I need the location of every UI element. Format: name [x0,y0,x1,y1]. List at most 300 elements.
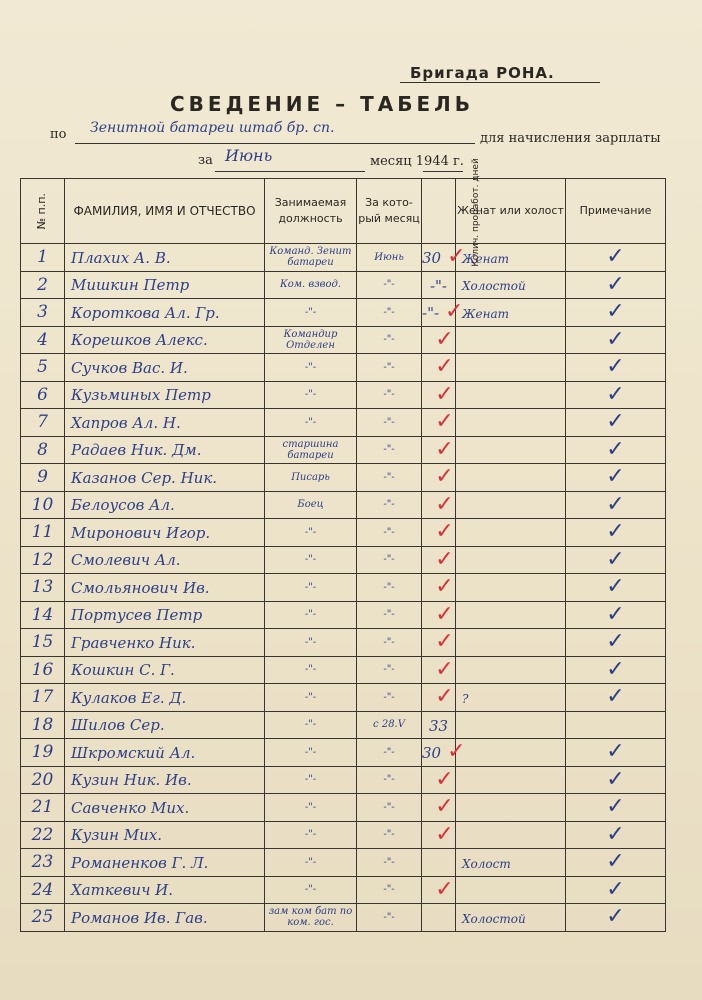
red-check-icon: ✓ [435,766,454,792]
row-marital-text [456,582,462,596]
row-marital-text [456,829,462,843]
row-month [357,519,422,547]
red-check-icon: ✓ [435,656,454,682]
row-marital [456,326,566,354]
row-number-text: 6 [37,384,48,405]
red-check-icon: ✓ [435,821,454,847]
row-note [566,904,666,932]
row-post-text: Писарь [291,471,330,483]
row-number-text: 19 [31,742,54,763]
row-name [65,381,265,409]
row-month-text: -"- [383,636,395,648]
row-note [566,766,666,794]
row-month [357,326,422,354]
row-number-text: 5 [37,357,48,378]
blue-check-icon: ✓ [606,739,625,765]
row-note [566,436,666,464]
row-note [566,876,666,904]
row-name [65,354,265,382]
row-name-text: Шилов Сер. [71,716,165,735]
row-month [357,244,422,272]
col-marital-header: Женат или холост [456,179,566,244]
row-marital [456,739,566,767]
row-post [265,546,357,574]
row-name [65,821,265,849]
row-marital [456,656,566,684]
row-name [65,299,265,327]
row-name-text: Сучков Вас. И. [71,358,188,377]
table-row [21,491,666,519]
row-post-text: Команд. Зенит батареи [269,246,352,269]
row-number [21,711,65,739]
row-month-text: -"- [383,581,395,593]
table-row [21,601,666,629]
red-check-icon: ✓ [447,739,466,765]
red-check-icon: ✓ [435,491,454,517]
row-marital [456,519,566,547]
row-name [65,766,265,794]
row-marital [456,684,566,712]
row-number-text: 17 [31,687,54,708]
row-number-text: 16 [31,659,54,680]
blue-check-icon: ✓ [606,629,625,655]
row-month-text: -"- [383,499,395,511]
row-name-text: Портусев Петр [71,606,203,625]
blue-check-icon: ✓ [606,876,625,902]
row-post-text: -"- [304,389,317,401]
row-note [566,739,666,767]
for-label: за [198,153,213,168]
row-marital [456,354,566,382]
row-month-text: -"- [383,746,395,758]
row-month-text: -"- [383,856,395,868]
col-note-header: Примечание [566,179,666,244]
row-days [422,244,466,272]
row-month-text: -"- [383,911,395,923]
col-days-header: Колич. проработ. дней [422,179,456,244]
blue-check-icon: ✓ [606,519,625,545]
row-days [422,876,456,904]
row-note [566,629,666,657]
col-month-header: За кото- рый месяц [357,179,422,244]
row-marital [456,821,566,849]
by-label: по [50,127,67,142]
row-post-text: -"- [304,829,317,841]
blue-check-icon: ✓ [606,656,625,682]
row-month [357,739,422,767]
row-post [265,656,357,684]
row-month [357,849,422,877]
row-month [357,354,422,382]
row-days [422,904,456,932]
row-name-text: Романенков Г. Л. [71,853,209,872]
table-row [21,794,666,822]
col-name-header: ФАМИЛИЯ, ИМЯ И ОТЧЕСТВО [65,179,265,244]
row-post [265,244,357,272]
row-month [357,904,422,932]
unit-underline [75,143,475,144]
row-name-text: Кузьминых Петр [71,386,211,405]
row-marital-text [456,417,462,431]
row-month [357,546,422,574]
blue-check-icon: ✓ [606,601,625,627]
row-note [566,519,666,547]
table-row [21,766,666,794]
row-post-text: -"- [304,691,317,703]
row-post [265,354,357,382]
row-name [65,244,265,272]
row-month-text: с 28.V [373,719,405,731]
row-marital-text [456,444,462,458]
row-month [357,574,422,602]
row-month [357,821,422,849]
row-month-text: -"- [383,609,395,621]
row-name-text: Смольянович Ив. [71,578,210,597]
red-check-icon: ✓ [435,436,454,462]
blue-check-icon: ✓ [606,766,625,792]
row-days-text: 33 [428,716,449,735]
document-title: СВЕДЕНИЕ – ТАБЕЛЬ [170,92,475,116]
table-row [21,436,666,464]
blue-check-icon: ✓ [606,381,625,407]
blue-check-icon: ✓ [606,354,625,380]
row-month-text: Июнь [374,251,404,263]
table-row [21,876,666,904]
row-name [65,464,265,492]
row-month-text: -"- [383,774,395,786]
row-post [265,739,357,767]
row-number-text: 23 [31,852,54,873]
row-name [65,326,265,354]
row-name [65,684,265,712]
row-post-text: -"- [304,856,317,868]
table-row [21,904,666,932]
row-post-text: -"- [304,636,317,648]
row-month-text: -"- [383,306,395,318]
row-note [566,244,666,272]
row-number [21,794,65,822]
row-number [21,684,65,712]
blue-check-icon: ✓ [606,684,625,710]
row-month [357,436,422,464]
row-post-text: -"- [304,884,317,896]
table-row [21,244,666,272]
red-check-icon: ✓ [435,354,454,380]
row-days [422,491,456,519]
row-number-text: 1 [37,247,48,268]
row-days [422,574,456,602]
row-days-text: -"- [422,304,440,323]
row-name [65,436,265,464]
row-note [566,849,666,877]
year-underline [423,171,463,172]
row-name [65,601,265,629]
row-number-text: 8 [37,439,48,460]
red-check-icon: ✓ [435,574,454,600]
red-check-icon: ✓ [435,464,454,490]
row-name-text: Мишкин Петр [71,276,190,295]
row-number [21,491,65,519]
row-marital [456,436,566,464]
red-check-icon: ✓ [435,794,454,820]
row-days-text: 30 [422,249,442,268]
row-marital [456,794,566,822]
red-check-icon: ✓ [435,684,454,710]
row-month [357,766,422,794]
row-month [357,684,422,712]
row-month-text: -"- [383,664,395,676]
row-number-text: 2 [37,274,48,295]
row-name [65,546,265,574]
row-number-text: 9 [37,467,48,488]
row-post-text: Ком. взвод. [279,279,342,291]
row-name [65,656,265,684]
row-number [21,381,65,409]
row-name-text: Хаткевич И. [71,881,174,900]
row-number [21,849,65,877]
row-name-text: Хапров Ал. Н. [71,413,181,432]
red-check-icon: ✓ [435,876,454,902]
row-number-text: 12 [31,549,54,570]
table-row [21,354,666,382]
row-note [566,574,666,602]
row-days [422,381,456,409]
row-note [566,381,666,409]
row-marital [456,409,566,437]
row-days [422,656,456,684]
row-number-text: 11 [31,522,54,543]
col-num-header: № п.п. [21,179,65,244]
row-name-text: Казанов Сер. Ник. [71,468,218,487]
row-number-text: 18 [31,714,54,735]
row-number [21,409,65,437]
row-days [422,326,456,354]
row-number-text: 10 [31,494,54,515]
row-days [422,354,456,382]
row-note [566,794,666,822]
row-number [21,739,65,767]
row-name [65,574,265,602]
row-name [65,849,265,877]
row-marital [456,381,566,409]
red-check-icon: ✓ [435,519,454,545]
row-note [566,464,666,492]
row-name [65,904,265,932]
blue-check-icon: ✓ [606,904,625,930]
row-month [357,464,422,492]
row-post-text: старшина батареи [282,438,339,461]
row-month-text: -"- [383,471,395,483]
row-post [265,711,357,739]
row-note [566,271,666,299]
row-number [21,464,65,492]
row-month-text: -"- [383,444,395,456]
blue-check-icon: ✓ [606,464,625,490]
row-number-text: 14 [31,604,54,625]
red-check-icon: ✓ [435,381,454,407]
row-marital [456,574,566,602]
row-marital [456,271,566,299]
row-marital-text [456,389,462,403]
row-post-text: -"- [304,664,317,676]
row-marital [456,711,566,739]
row-post [265,794,357,822]
row-number [21,271,65,299]
row-number-text: 21 [31,797,54,818]
col-post-header: Занимаемая должность [265,179,357,244]
red-check-icon: ✓ [447,244,466,270]
row-number [21,876,65,904]
table-row [21,271,666,299]
row-marital-text: Холостой [462,911,526,926]
row-days [422,684,456,712]
row-name-text: Смолевич Ал. [71,551,181,570]
row-name-text: Радаев Ник. Дм. [71,441,202,460]
row-month [357,409,422,437]
row-post-text: -"- [304,609,317,621]
row-name [65,629,265,657]
row-number [21,574,65,602]
row-number-text: 3 [37,302,48,323]
table-row [21,849,666,877]
row-month-text: -"- [383,334,395,346]
blue-check-icon: ✓ [606,821,625,847]
blue-check-icon: ✓ [606,409,625,435]
row-name [65,876,265,904]
table-row [21,821,666,849]
table-row [21,381,666,409]
row-month-text: -"- [383,416,395,428]
table-row [21,409,666,437]
row-days-text: 30 [422,744,442,763]
row-days [422,849,456,877]
month-value: Июнь [225,146,273,165]
row-number-text: 22 [31,824,54,845]
row-marital-text: Женат [462,306,510,321]
row-post-text: Командир Отделен [283,328,338,351]
row-month [357,491,422,519]
row-note [566,821,666,849]
row-name-text: Кузин Мих. [71,826,163,845]
row-marital-text [456,362,462,376]
row-note [566,491,666,519]
blue-check-icon: ✓ [606,299,625,325]
row-name-text: Романов Ив. Гав. [71,908,208,927]
row-note [566,546,666,574]
table-row [21,656,666,684]
row-month [357,711,422,739]
row-marital-text [456,472,462,486]
row-post-text: -"- [304,746,317,758]
table-row [21,684,666,712]
row-name-text: Миронович Игор. [71,523,211,542]
row-marital [456,464,566,492]
row-marital-text [456,719,462,733]
row-days-text: -"- [429,276,448,295]
red-check-icon: ✓ [435,546,454,572]
row-name [65,519,265,547]
row-post [265,464,357,492]
row-number [21,299,65,327]
row-name-text: Короткова Ал. Гр. [71,303,220,322]
row-month [357,601,422,629]
row-name [65,491,265,519]
row-month [357,656,422,684]
row-days [422,436,456,464]
row-month-text: -"- [383,884,395,896]
row-days [422,271,456,299]
row-marital-text: Женат [462,251,510,266]
row-month-text: -"- [383,691,395,703]
row-number [21,354,65,382]
row-note [566,299,666,327]
row-post [265,381,357,409]
row-note [566,354,666,382]
row-post [265,271,357,299]
row-marital-text [456,499,462,513]
row-number [21,766,65,794]
table-row [21,629,666,657]
row-days [422,794,456,822]
row-name-text: Кулаков Ег. Д. [71,688,187,707]
row-name-text: Белоусов Ал. [71,496,175,515]
row-post [265,409,357,437]
row-number [21,244,65,272]
row-days [422,299,464,327]
blue-check-icon: ✓ [606,436,625,462]
blue-check-icon: ✓ [606,794,625,820]
table-row [21,464,666,492]
row-post [265,849,357,877]
table-row [21,299,666,327]
row-marital [456,601,566,629]
row-marital [456,876,566,904]
red-check-icon: ✓ [435,629,454,655]
month-label: месяц 1944 г. [370,154,464,169]
row-days [422,711,456,739]
row-post-text: -"- [304,719,317,731]
row-post [265,436,357,464]
row-post-text: -"- [304,361,317,373]
brigade-title: Бригада РОНА. [410,64,555,82]
row-marital [456,299,566,327]
row-number [21,326,65,354]
blue-check-icon: ✓ [606,849,625,875]
row-marital [456,546,566,574]
row-number [21,629,65,657]
row-month [357,271,422,299]
row-post [265,766,357,794]
row-number-text: 4 [37,329,48,350]
row-days [422,519,456,547]
row-post-text: -"- [304,306,317,318]
row-name [65,739,265,767]
row-name-text: Корешков Алекс. [71,331,208,350]
brigade-underline [400,82,600,83]
row-marital-text [456,774,462,788]
row-name-text: Кузин Ник. Ив. [71,771,192,790]
row-marital-text: ? [462,691,469,706]
row-number-text: 13 [31,577,54,598]
row-post [265,491,357,519]
row-days [422,546,456,574]
row-name-text: Кошкин С. Г. [71,661,175,680]
purpose-label: для начисления зарплаты [480,131,661,146]
blue-check-icon: ✓ [606,271,625,297]
row-number [21,821,65,849]
row-number-text: 15 [31,632,54,653]
row-name [65,794,265,822]
